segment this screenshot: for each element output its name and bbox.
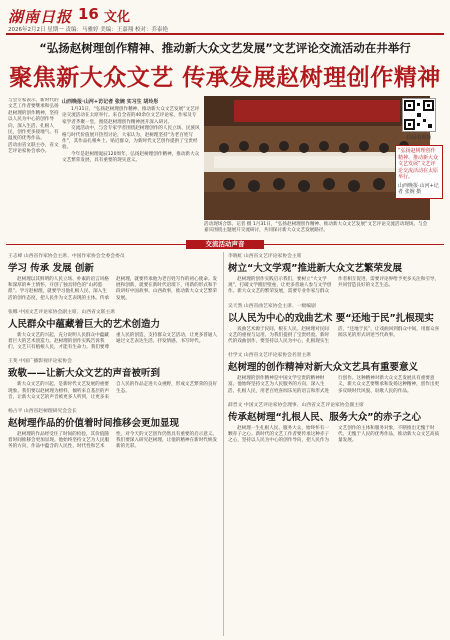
top-rule bbox=[6, 33, 444, 35]
article[interactable] bbox=[228, 401, 442, 445]
sidebar-note bbox=[395, 145, 443, 199]
qr-code-icon[interactable] bbox=[402, 98, 436, 132]
article-paragraph: 赵树理的创作实践启示我们，要树立“大文学观”，打破文学圈层壁垒，让更多普通人参与文学创作。新大众文艺的繁荣发展，需要专业作家与群众作者相互促进，需要评论界给予更多关注和引导，共同营造良好的文艺生态。 bbox=[228, 277, 440, 295]
section-label: 文化 bbox=[104, 10, 131, 25]
article-byline: 李晓虹 山西省文艺评论家协会主席 bbox=[228, 254, 302, 259]
article-paragraph: 赵树理一生扎根人民、服务大众，始终怀有一颗赤子之心。新时代的文艺工作者要传承这种赤子之心，坚持以人民为中心的创作导向，把人民作为文艺创作的主体和服务对象，不断推出无愧于时代、无愧于人民的优秀作品，推动新大众文艺高质量发展。 bbox=[228, 425, 440, 444]
headline-subhead: “弘扬赵树理创作精神、推动新大众文艺发展”文艺评论交流活动在井举行 bbox=[39, 41, 411, 55]
lead-story bbox=[62, 98, 200, 212]
article-byline: 张娜 中国文艺评论家协会副主席、山西省文联主席 bbox=[8, 309, 116, 315]
article-title[interactable]: 传承赵树理“扎根人民、服务大众”的赤子之心 bbox=[228, 411, 421, 423]
sidebar-box bbox=[395, 98, 443, 248]
article-body bbox=[228, 277, 442, 296]
article-body bbox=[8, 382, 218, 401]
masthead bbox=[6, 4, 444, 33]
article-paragraph: 赵树理以其鲜明的人民立场、朴素的语言风格和深厚的乡土情怀，开创了独具特色的“山药蛋派”。学习赵树理，就要学习他扎根人民、深入生活的创作态度，把人民作为文艺表现的主体。传承赵树理，就要传承他为老百姓写作的初心使命。发展和创新，就要在新时代语境下，用新的形式和手段讲好中国故事、山西故事，推动新大众文艺繁荣发展。 bbox=[8, 277, 218, 301]
article[interactable] bbox=[228, 252, 442, 296]
article[interactable] bbox=[228, 302, 442, 346]
headline-main[interactable]: 聚焦新大众文艺 传承发展赵树理创作精神 bbox=[9, 65, 441, 91]
article[interactable] bbox=[228, 351, 442, 395]
article[interactable] bbox=[8, 407, 218, 451]
article-body bbox=[228, 376, 442, 395]
article[interactable] bbox=[8, 357, 218, 401]
lead-paragraph: 今年是赵树理诞辰120周年，弘扬赵树理创作精神，推动新大众文艺繁荣发展，具有重要的现实意义。 bbox=[62, 151, 200, 164]
lead-column-left bbox=[8, 98, 60, 222]
article-title[interactable]: 致敬——让新大众文艺的声音被听到 bbox=[8, 368, 161, 380]
article-byline: 薛晋文 中国文艺评论家协会理事、山西省文艺评论家协会副主席 bbox=[228, 402, 364, 408]
article-title[interactable]: 以人民为中心的戏曲艺术 要“还地于民”扎根现实 bbox=[228, 312, 434, 324]
newspaper-name[interactable]: 湖南日报 bbox=[8, 8, 73, 26]
sidebar-note-text: “弘扬赵树理创作精神、推动新大众文艺发展”文艺评论交流活动在太原举行。 bbox=[398, 148, 439, 180]
article[interactable] bbox=[8, 252, 218, 302]
headline-block bbox=[6, 40, 444, 92]
lead-paragraph: 交流活动中，与会专家学者围绕赵树理创作的人民立场、民族风格与时代价值展开热烈讨论，大家认为，赵树理坚持“为老百姓写作”，其作品扎根乡土、贴近群众，为新时代文艺创作提供了宝贵经验。 bbox=[62, 126, 200, 151]
column-right bbox=[228, 252, 442, 636]
article-byline: 王斐 中国广播影视评论家协会 bbox=[8, 359, 72, 365]
article[interactable] bbox=[8, 308, 218, 352]
lead-paragraph: 活动由省文联主办，省文艺评论家协会承办。 bbox=[8, 142, 59, 155]
article-byline: 杜学文 山西省文艺评论家协会名誉主席 bbox=[228, 353, 312, 359]
article-body bbox=[228, 426, 442, 445]
qr-label: 扫码看视频 bbox=[406, 135, 432, 141]
photo-caption: 活动现场合影。记者 摄 1月31日，“弘扬赵树理创作精神、推动新大众文艺发展”文艺评论交流活动现场。与会嘉宾围绕主题展开交流研讨，共同探讨新大众文艺发展路径。 bbox=[204, 222, 428, 233]
article-paragraph: 赵树理的作品经受住了时间的检验，其价值随着时间推移会更加显现。他始终坚持文艺为人民服务的方向，作品中蕴含的人民性、时代性和艺术性，对今天的文艺创作仍然具有重要的启示意义。我们要深入研究赵树理，让他的精神在新时代焕发新的光彩。 bbox=[8, 432, 218, 450]
article-body bbox=[228, 327, 442, 346]
article-byline: 王志峰 山西省作家协会主席、中国作家协会全委会委员 bbox=[8, 254, 125, 259]
article-paragraph: 赵树理的创作精神是中国文学宝贵的精神财富。他始终坚持文艺为人民服务的方向，深入生活、扎根人民，用老百姓喜闻乐见的语言和形式进行创作。这种精神对新大众文艺发展具有重要意义，新大众文艺要继承和发扬这种精神，创作出更多反映时代风貌、讴歌人民的作品。 bbox=[228, 376, 440, 394]
page-number: 16 bbox=[78, 5, 99, 23]
column-left bbox=[8, 252, 218, 636]
lead-paragraph: 1月31日，“弘扬赵树理创作精神、推动新大众文艺发展”文艺评论交流活动在太原举行。来自全省的40余位文艺评论家、作家及专家学者齐聚一堂，围绕赵树理创作精神展开深入研讨。 bbox=[62, 107, 200, 125]
article-paragraph: 新大众文艺的兴起，是新时代文艺发展的重要现象。我们要以赵树理为榜样，倾听来自基层的声音，让新大众文艺的声音被更多人听到，让更多来自人民的作品走进大众视野，形成文艺繁荣的良好生态。 bbox=[8, 382, 218, 400]
sidebar-note-credit: 山西晚报·山河+记者 张婉 摄 bbox=[398, 182, 439, 195]
article-title[interactable]: 赵树理作品的价值着时间推移会更加显现 bbox=[8, 418, 180, 430]
article-title[interactable]: 学习 传承 发展 创新 bbox=[8, 263, 94, 274]
article-title[interactable]: 赵树理的创作精神对新大众文艺具有重要意义 bbox=[228, 362, 419, 374]
date-line: 2026年2月2日 星期一 责编：马雅婷 美编：王嘉翔 校对：乔泰艳 bbox=[8, 27, 168, 33]
article-title[interactable]: 树立“大文学观”推进新大众文艺繁荣发展 bbox=[228, 263, 402, 274]
lead-byline: 山西晚报·山河+访记者 张婉 实习生 胡玲彤 bbox=[62, 99, 159, 105]
column-rule bbox=[223, 252, 224, 636]
article-paragraph: 戏曲艺术源于民间、根在人民。赵树理对民间文艺的重视与运用，为我们提供了宝贵经验。新时代的戏曲创作，要坚持以人民为中心，扎根现实生活，“还地于民”，让戏曲回到群众中间，用群众喜闻乐见的形式讲述当代故事。 bbox=[228, 326, 440, 345]
article-byline: 吴天然 山西省曲艺家协会主席、一级编剧 bbox=[228, 303, 316, 309]
article-title[interactable]: 人民群众中蕴藏着巨大的艺术创造力 bbox=[8, 318, 161, 330]
section-banner: 交流活动声音 bbox=[186, 240, 264, 249]
article-body bbox=[8, 432, 218, 451]
article-paragraph: 新大众文艺的兴起，充分说明人民群众中蕴藏着巨大的艺术创造力。赵树理的创作实践告诉我们，文艺只有植根人民，才能有生命力。我们要尊重人民的创造，支持群众文艺活动，让更多普通人通过文艺表达生活、抒发情感，书写时代。 bbox=[8, 332, 218, 351]
article-body bbox=[8, 333, 218, 352]
article-body bbox=[8, 277, 218, 302]
lead-paragraph: 与会专家表示，新时代的文艺工作者要继承和弘扬赵树理的创作精神，坚持以人民为中心的创作导向，深入生活、扎根人民，创作更多接地气、有温度的优秀作品。 bbox=[8, 98, 59, 142]
article-byline: 杨占平 山西省赵树理研究会会长 bbox=[8, 409, 77, 415]
